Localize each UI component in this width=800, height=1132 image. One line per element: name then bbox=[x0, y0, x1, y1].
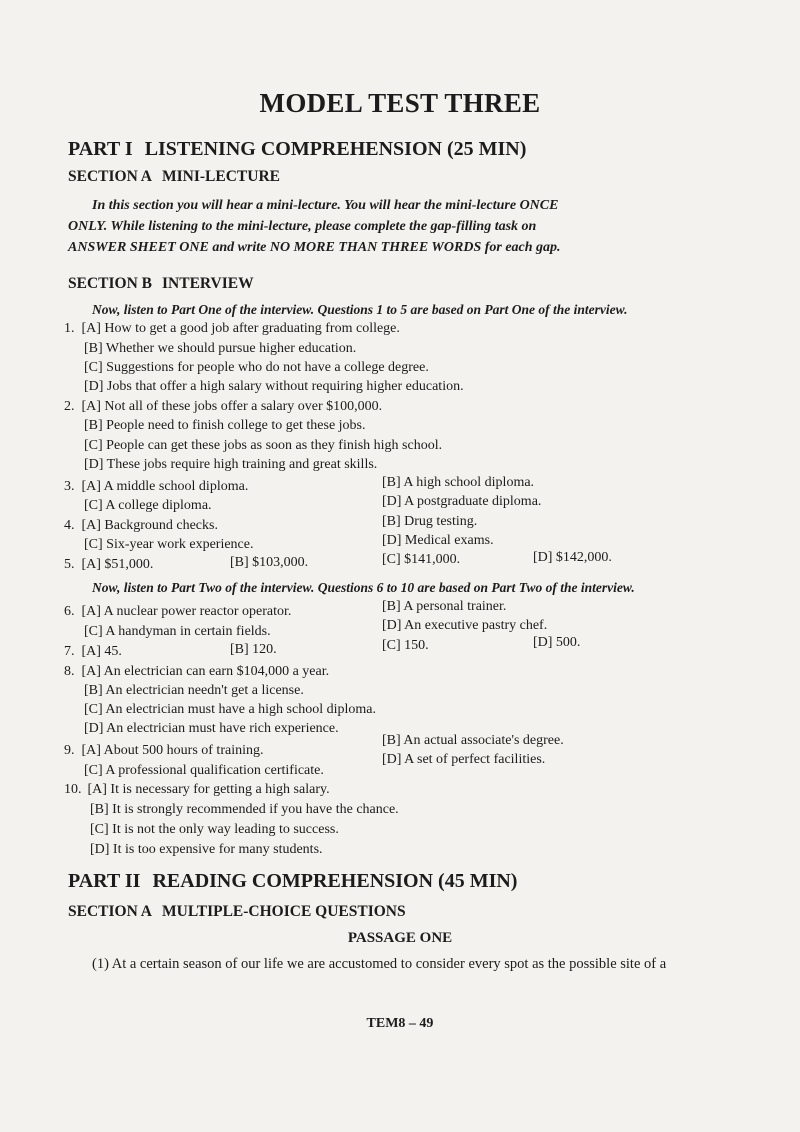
question-1-option-a: 1. [A] How to get a good job after graduating from college. bbox=[64, 321, 400, 336]
part-two-section-a-title: MULTIPLE-CHOICE QUESTIONS bbox=[162, 903, 406, 920]
question-8-option-a: 8. [A] An electrician can earn $104,000 a year. bbox=[64, 664, 330, 679]
section-b-title: INTERVIEW bbox=[162, 275, 254, 292]
passage-paragraph-1: (1) At a certain season of our life we are accustomed to consider every spot as the possible site of a bbox=[92, 956, 667, 972]
question-5-option-a: 5. [A] $51,000. bbox=[64, 557, 154, 572]
question-6-option-c: [C] A handyman in certain fields. bbox=[84, 624, 271, 639]
part-one-title: LISTENING COMPREHENSION (25 MIN) bbox=[144, 138, 527, 160]
question-8-option-d: [D] An electrician must have rich experience. bbox=[84, 721, 339, 736]
question-5-option-d: [D] $142,000. bbox=[533, 550, 612, 565]
section-b-instruction-part-one: Now, listen to Part One of the interview. Questions 1 to 5 are based on Part One of the interview. bbox=[92, 302, 628, 317]
part-two-number: PART II bbox=[68, 870, 141, 892]
part-two-heading bbox=[68, 870, 517, 893]
question-10-number: 10. bbox=[64, 782, 82, 797]
question-6-number: 6. bbox=[64, 604, 75, 619]
question-9-number: 9. bbox=[64, 743, 75, 758]
question-4-number: 4. bbox=[64, 518, 75, 533]
question-3-number: 3. bbox=[64, 479, 75, 494]
section-a-title: MINI-LECTURE bbox=[162, 168, 280, 185]
question-2-option-a: 2. [A] Not all of these jobs offer a salary over $100,000. bbox=[64, 399, 383, 414]
page-footer: TEM8 – 49 bbox=[366, 1016, 434, 1031]
section-b-number: SECTION B bbox=[68, 275, 152, 292]
question-1-option-b: [B] Whether we should pursue higher education. bbox=[84, 341, 357, 356]
question-1-number: 1. bbox=[64, 321, 75, 336]
question-3-option-d: [D] A postgraduate diploma. bbox=[382, 494, 542, 509]
question-1-option-d: [D] Jobs that offer a high salary without requiring higher education. bbox=[84, 379, 464, 394]
question-4-option-d: [D] Medical exams. bbox=[382, 533, 494, 548]
question-8-option-b: [B] An electrician needn't get a license. bbox=[84, 683, 304, 698]
question-7-number: 7. bbox=[64, 644, 75, 659]
section-b-instruction-part-two: Now, listen to Part Two of the interview. Questions 6 to 10 are based on Part Two of the interview. bbox=[92, 580, 635, 595]
question-8-option-c: [C] An electrician must have a high school diploma. bbox=[84, 702, 376, 717]
part-one-heading bbox=[68, 138, 526, 161]
section-a-instruction-line-3: ANSWER SHEET ONE and write NO MORE THAN THREE WORDS for each gap. bbox=[68, 240, 561, 255]
page-title: MODEL TEST THREE bbox=[259, 88, 541, 118]
question-6-option-d: [D] An executive pastry chef. bbox=[382, 618, 548, 633]
question-3-option-c: [C] A college diploma. bbox=[84, 498, 212, 513]
question-4-option-c: [C] Six-year work experience. bbox=[84, 537, 254, 552]
part-two-title: READING COMPREHENSION (45 MIN) bbox=[152, 870, 518, 892]
question-2-option-c: [C] People can get these jobs as soon as they finish high school. bbox=[84, 438, 443, 453]
question-3-option-a: 3. [A] A middle school diploma. bbox=[64, 479, 249, 494]
question-7-option-a: 7. [A] 45. bbox=[64, 644, 122, 659]
question-9-option-a: 9. [A] About 500 hours of training. bbox=[64, 743, 264, 758]
question-6-option-a: 6. [A] A nuclear power reactor operator. bbox=[64, 604, 292, 619]
passage-title: PASSAGE ONE bbox=[347, 930, 453, 946]
question-3-option-b: [B] A high school diploma. bbox=[382, 475, 535, 490]
question-10-option-d: [D] It is too expensive for many students. bbox=[90, 842, 323, 857]
question-5-option-c: [C] $141,000. bbox=[382, 552, 461, 567]
question-9-option-d: [D] A set of perfect facilities. bbox=[382, 752, 546, 767]
question-5-number: 5. bbox=[64, 557, 75, 572]
part-two-section-a-number: SECTION A bbox=[68, 903, 152, 920]
question-2-option-d: [D] These jobs require high training and great skills. bbox=[84, 457, 378, 472]
question-2-option-b: [B] People need to finish college to get these jobs. bbox=[84, 418, 366, 433]
question-5-option-b: [B] $103,000. bbox=[230, 555, 309, 570]
section-a-number: SECTION A bbox=[68, 168, 152, 185]
question-10-option-c: [C] It is not the only way leading to success. bbox=[90, 822, 339, 837]
question-7-option-d: [D] 500. bbox=[533, 635, 581, 650]
section-b-heading bbox=[68, 275, 254, 293]
question-10-option-a: 10. [A] It is necessary for getting a high salary. bbox=[64, 782, 330, 797]
question-9-option-b: [B] An actual associate's degree. bbox=[382, 733, 564, 748]
section-a-instruction-line-2: ONLY. While listening to the mini-lecture, please complete the gap-filling task on bbox=[68, 219, 537, 234]
part-one-number: PART I bbox=[68, 138, 133, 160]
question-8-number: 8. bbox=[64, 664, 75, 679]
question-7-option-b: [B] 120. bbox=[230, 642, 277, 657]
question-4-option-b: [B] Drug testing. bbox=[382, 514, 478, 529]
section-a-heading bbox=[68, 168, 280, 186]
question-2-number: 2. bbox=[64, 399, 75, 414]
section-a-instruction-line-1: In this section you will hear a mini-lecture. You will hear the mini-lecture ONCE bbox=[92, 198, 559, 213]
question-10-option-b: [B] It is strongly recommended if you have the chance. bbox=[90, 802, 399, 817]
part-two-section-a-heading bbox=[68, 903, 406, 921]
question-6-option-b: [B] A personal trainer. bbox=[382, 599, 507, 614]
question-1-option-c: [C] Suggestions for people who do not have a college degree. bbox=[84, 360, 429, 375]
question-9-option-c: [C] A professional qualification certificate. bbox=[84, 763, 324, 778]
question-7-option-c: [C] 150. bbox=[382, 638, 429, 653]
question-4-option-a: 4. [A] Background checks. bbox=[64, 518, 218, 533]
